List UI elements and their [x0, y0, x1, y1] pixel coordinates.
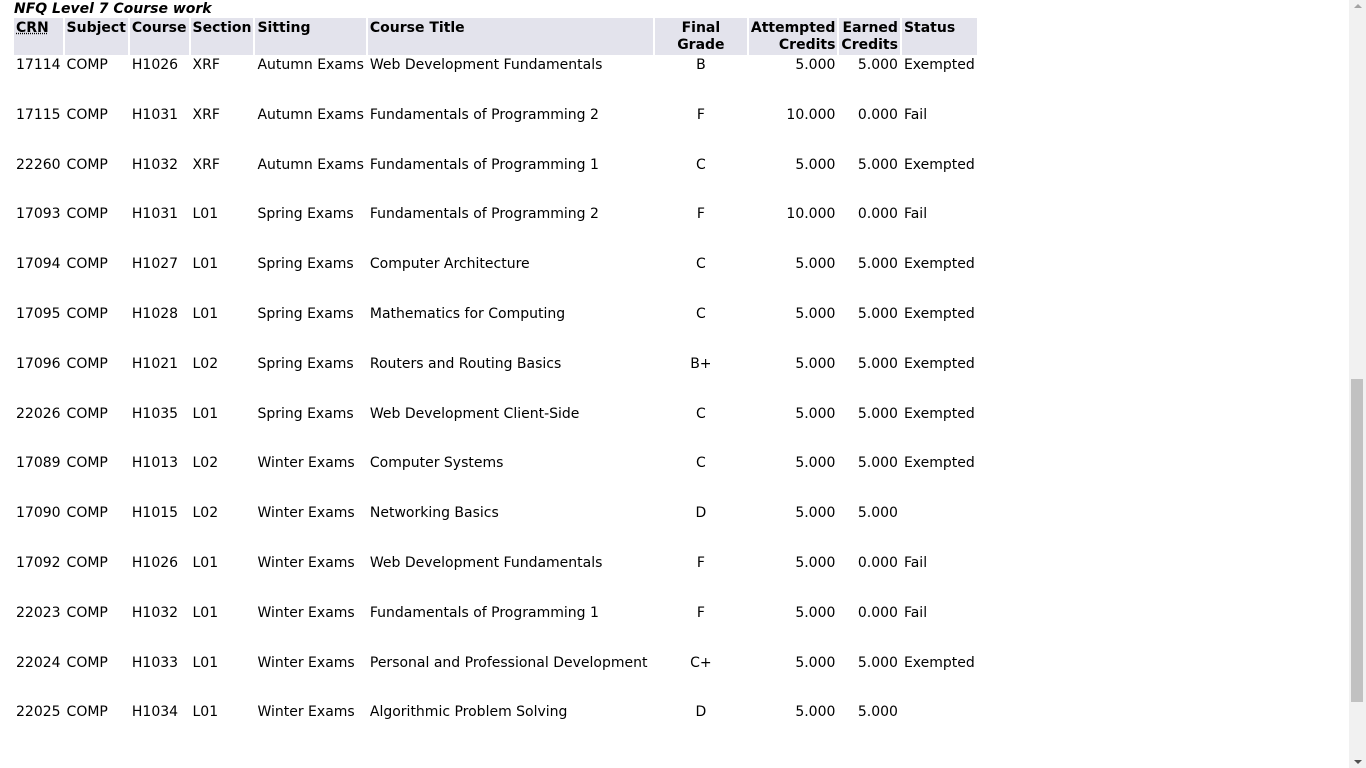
cell-status: Exempted	[903, 405, 975, 422]
cell-course-title: Web Development Fundamentals	[369, 57, 603, 73]
cell-status: Exempted	[903, 455, 975, 472]
cell-final-grade: B	[696, 57, 706, 73]
table-caption: NFQ Level 7 Course work	[14, 1, 212, 17]
header-attempted-credits	[749, 18, 838, 55]
cell-sitting: Spring Exams	[257, 256, 354, 273]
cell-final-grade: C	[695, 405, 706, 422]
cell-course-title: Mathematics for Computing	[369, 305, 566, 322]
cell-section: L02	[192, 455, 219, 472]
table-row	[14, 702, 977, 752]
cell-sitting: Winter Exams	[257, 505, 355, 522]
table-row	[14, 404, 977, 454]
cell-section: XRF	[192, 106, 220, 123]
cell-course: H1032	[131, 604, 179, 621]
cell-crn: 22260	[16, 156, 61, 173]
cell-course-title: Fundamentals of Programming 1	[369, 156, 599, 173]
table-row	[14, 254, 977, 304]
cell-sitting: Winter Exams	[257, 654, 355, 671]
cell-course: H1021	[131, 355, 179, 372]
cell-attempted-credits: 10.000	[786, 106, 836, 123]
cell-crn: 17096	[16, 355, 61, 372]
cell-crn: 22026	[16, 405, 61, 422]
cell-sitting: Autumn Exams	[257, 57, 364, 73]
cell-subject: COMP	[66, 505, 108, 522]
cell-earned-credits: 5.000	[857, 704, 898, 721]
cell-course-title: Computer Systems	[369, 455, 504, 472]
cell-section: L01	[192, 704, 219, 721]
cell-sitting: Spring Exams	[257, 405, 354, 422]
cell-crn: 22024	[16, 654, 61, 671]
cell-course: H1028	[131, 305, 179, 322]
cell-section: L01	[192, 554, 219, 571]
cell-course: H1013	[131, 455, 179, 472]
cell-course-title: Fundamentals of Programming 2	[369, 206, 599, 223]
cell-course-title: Fundamentals of Programming 2	[369, 106, 599, 123]
attempted-line1: Attempted	[750, 20, 836, 36]
cell-subject: COMP	[66, 554, 108, 571]
cell-final-grade: F	[696, 106, 705, 123]
vertical-scrollbar[interactable]	[1349, 0, 1366, 768]
cell-attempted-credits: 5.000	[795, 256, 836, 273]
cell-course-title: Personal and Professional Development	[369, 654, 648, 671]
cell-final-grade: C	[695, 256, 706, 273]
cell-crn: 17090	[16, 505, 61, 522]
cell-earned-credits: 0.000	[857, 106, 898, 123]
cell-final-grade: C+	[690, 654, 712, 671]
cell-course: H1031	[131, 106, 179, 123]
cell-course: H1026	[131, 57, 179, 73]
cell-section: L01	[192, 305, 219, 322]
cell-status: Exempted	[903, 654, 975, 671]
header-earned-credits	[839, 18, 900, 55]
table-row	[14, 155, 977, 205]
cell-earned-credits: 5.000	[857, 455, 898, 472]
header-status: Status	[902, 18, 977, 55]
cell-status: Fail	[903, 106, 928, 123]
cell-subject: COMP	[66, 57, 108, 73]
cell-sitting: Winter Exams	[257, 554, 355, 571]
scroll-down-arrow-icon[interactable]	[1354, 760, 1362, 764]
earned-line2: Credits	[841, 37, 898, 53]
cell-course: H1027	[131, 256, 179, 273]
cell-crn: 22023	[16, 604, 61, 621]
table-header-row	[14, 18, 977, 55]
cell-attempted-credits: 5.000	[795, 455, 836, 472]
cell-section: L01	[192, 405, 219, 422]
cell-subject: COMP	[66, 256, 108, 273]
header-subject: Subject	[65, 18, 128, 55]
cell-section: XRF	[192, 156, 220, 173]
cell-attempted-credits: 5.000	[795, 355, 836, 372]
cell-earned-credits: 5.000	[857, 405, 898, 422]
cell-attempted-credits: 5.000	[795, 57, 836, 73]
cell-status: Exempted	[903, 256, 975, 273]
cell-final-grade: D	[695, 704, 707, 721]
cell-final-grade: F	[696, 604, 705, 621]
cell-status: Exempted	[903, 57, 975, 73]
cell-crn: 17095	[16, 305, 61, 322]
cell-final-grade: C	[695, 455, 706, 472]
cell-earned-credits: 5.000	[857, 256, 898, 273]
table-row	[14, 354, 977, 404]
cell-section: L01	[192, 206, 219, 223]
scrollbar-thumb[interactable]	[1351, 379, 1363, 702]
table-row	[14, 453, 977, 503]
cell-status	[902, 702, 977, 752]
cell-crn: 17089	[16, 455, 61, 472]
cell-section: L02	[192, 355, 219, 372]
table-row	[14, 204, 977, 254]
cell-attempted-credits: 10.000	[786, 206, 836, 223]
cell-earned-credits: 0.000	[857, 604, 898, 621]
cell-subject: COMP	[66, 106, 108, 123]
cell-crn: 17094	[16, 256, 61, 273]
earned-line1: Earned	[842, 20, 898, 36]
cell-final-grade: C	[695, 305, 706, 322]
cell-subject: COMP	[66, 305, 108, 322]
cell-subject: COMP	[66, 206, 108, 223]
table-body	[14, 55, 977, 752]
cell-crn: 17115	[16, 106, 61, 123]
cell-subject: COMP	[66, 355, 108, 372]
cell-attempted-credits: 5.000	[795, 305, 836, 322]
cell-course-title: Algorithmic Problem Solving	[369, 704, 568, 721]
cell-final-grade: D	[695, 505, 707, 522]
cell-sitting: Winter Exams	[257, 455, 355, 472]
cell-course: H1026	[131, 554, 179, 571]
cell-sitting: Autumn Exams	[257, 106, 364, 123]
cell-course: H1031	[131, 206, 179, 223]
header-sitting: Sitting	[255, 18, 365, 55]
cell-crn: 17092	[16, 554, 61, 571]
cell-earned-credits: 5.000	[857, 355, 898, 372]
course-work-section	[14, 0, 979, 752]
cell-course: H1033	[131, 654, 179, 671]
table-row	[14, 653, 977, 703]
table-row	[14, 304, 977, 354]
cell-subject: COMP	[66, 455, 108, 472]
table-row	[14, 503, 977, 553]
cell-course-title: Web Development Client-Side	[369, 405, 580, 422]
cell-final-grade: C	[695, 156, 706, 173]
cell-attempted-credits: 5.000	[795, 604, 836, 621]
course-work-table	[12, 18, 979, 752]
cell-attempted-credits: 5.000	[795, 405, 836, 422]
cell-section: XRF	[192, 57, 220, 73]
cell-attempted-credits: 5.000	[795, 156, 836, 173]
cell-earned-credits: 5.000	[857, 156, 898, 173]
attempted-line2: Credits	[778, 37, 836, 53]
cell-section: L01	[192, 654, 219, 671]
cell-status: Fail	[903, 604, 928, 621]
cell-course-title: Web Development Fundamentals	[369, 554, 603, 571]
cell-sitting: Winter Exams	[257, 604, 355, 621]
cell-section: L01	[192, 604, 219, 621]
cell-earned-credits: 5.000	[857, 505, 898, 522]
cell-final-grade: B+	[690, 355, 712, 372]
cell-status: Exempted	[903, 156, 975, 173]
cell-course: H1015	[131, 505, 179, 522]
cell-course-title: Routers and Routing Basics	[369, 355, 562, 372]
cell-section: L01	[192, 256, 219, 273]
cell-status: Fail	[903, 554, 928, 571]
header-crn	[14, 18, 63, 55]
cell-subject: COMP	[66, 654, 108, 671]
cell-subject: COMP	[66, 704, 108, 721]
cell-sitting: Winter Exams	[257, 704, 355, 721]
table-row	[14, 553, 977, 603]
cell-sitting: Autumn Exams	[257, 156, 364, 173]
table-row	[14, 603, 977, 653]
cell-earned-credits: 5.000	[857, 654, 898, 671]
cell-status: Exempted	[903, 305, 975, 322]
cell-sitting: Spring Exams	[257, 305, 354, 322]
cell-status	[902, 503, 977, 553]
cell-course-title: Networking Basics	[369, 505, 499, 522]
cell-status: Fail	[903, 206, 928, 223]
cell-attempted-credits: 5.000	[795, 654, 836, 671]
table-row	[14, 105, 977, 155]
cell-sitting: Spring Exams	[257, 206, 354, 223]
cell-course: H1034	[131, 704, 179, 721]
header-course: Course	[130, 18, 189, 55]
cell-final-grade: F	[696, 206, 705, 223]
cell-crn: 17114	[16, 57, 61, 73]
cell-course: H1035	[131, 405, 179, 422]
cell-attempted-credits: 5.000	[795, 704, 836, 721]
cell-attempted-credits: 5.000	[795, 505, 836, 522]
cell-subject: COMP	[66, 604, 108, 621]
cell-earned-credits: 5.000	[857, 305, 898, 322]
cell-final-grade: F	[696, 554, 705, 571]
cell-status: Exempted	[903, 355, 975, 372]
cell-course: H1032	[131, 156, 179, 173]
cell-earned-credits: 0.000	[857, 554, 898, 571]
cell-section: L02	[192, 505, 219, 522]
cell-course-title: Computer Architecture	[369, 256, 530, 273]
header-course-title: Course Title	[368, 18, 653, 55]
cell-attempted-credits: 5.000	[795, 554, 836, 571]
cell-subject: COMP	[66, 405, 108, 422]
cell-sitting: Spring Exams	[257, 355, 354, 372]
cell-subject: COMP	[66, 156, 108, 173]
cell-course-title: Fundamentals of Programming 1	[369, 604, 599, 621]
header-section: Section	[191, 18, 254, 55]
table-row	[14, 55, 977, 105]
crn-abbr: CRN	[16, 20, 49, 36]
scroll-up-arrow-icon[interactable]	[1354, 4, 1362, 8]
header-final-grade: Final Grade	[655, 18, 747, 55]
cell-crn: 22025	[16, 704, 61, 721]
cell-crn: 17093	[16, 206, 61, 223]
cell-earned-credits: 0.000	[857, 206, 898, 223]
cell-earned-credits: 5.000	[857, 57, 898, 73]
